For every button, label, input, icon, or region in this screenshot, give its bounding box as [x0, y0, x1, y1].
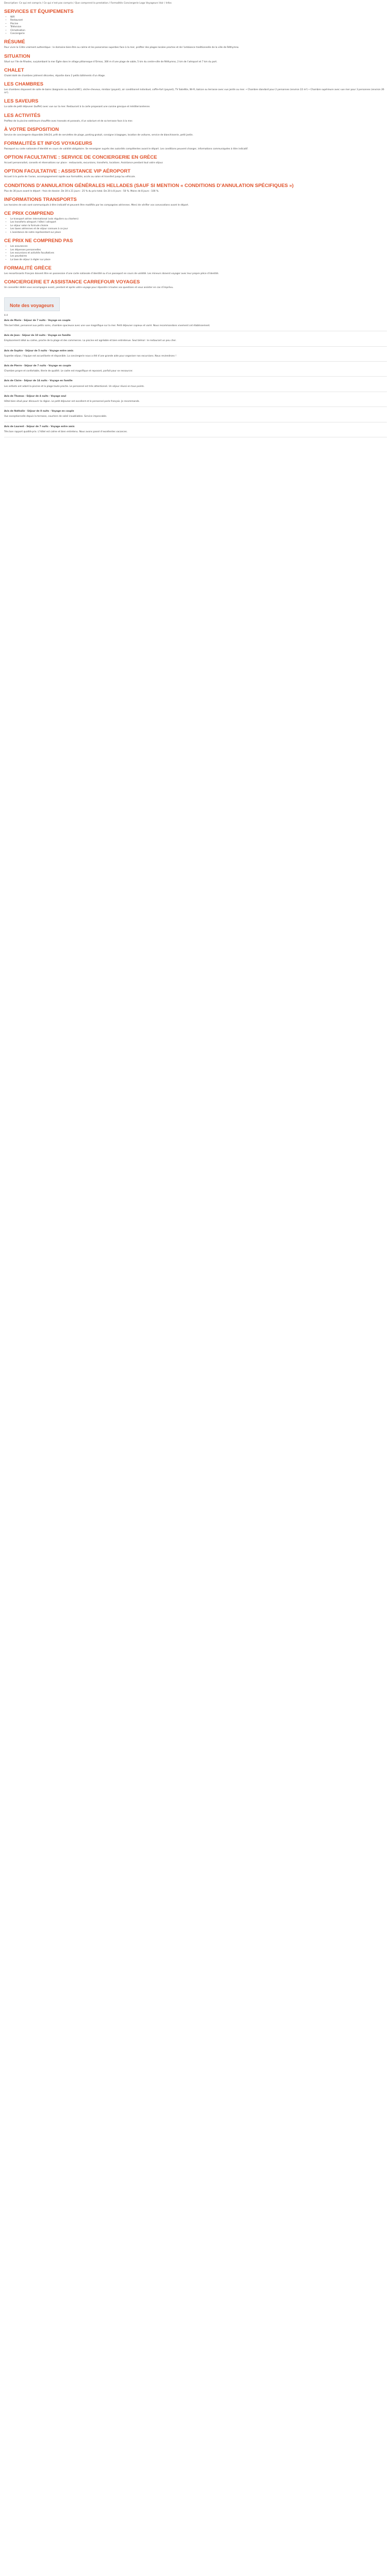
list-item: • Piscine	[10, 23, 387, 26]
list-item: • Les dépenses personnelles	[10, 249, 387, 252]
review-text: Emplacement idéal au calme, proche de la plage et des commerces. La piscine est agréable et bien entretenue. Seul bémol : le restaurant un peu cher.	[4, 340, 176, 343]
review-text: Chambre propre et confortable, literie de qualité. Le cadre est magnifique et reposant, parfait pour se ressourcer.	[4, 370, 133, 373]
section-text: Les ressortissants français doivent être en possession d’une carte nationale d’identité ou d’un passeport en cours de validité. Les mineurs doivent voyager avec leur propre pièce d’identité.	[4, 273, 219, 276]
review-text: Très bon rapport qualité-prix. L’hôtel est calme et bien entretenu. Nous avons passé d’excellentes vacances.	[4, 430, 128, 433]
review-meta: Avis de Thomas · Séjour de 4 nuits · Voyage seul	[4, 395, 67, 398]
reviews-container	[4, 319, 387, 437]
review-text: Superbe séjour, l’équipe est accueillante et disponible. La conciergerie nous a été d’une grande aide pour organiser nos excursions. Nous reviendrons !	[4, 354, 176, 358]
section-title: OPTION FACULTATIVE : SERVICE DE CONCIERGERIE EN GRÈCE	[4, 155, 157, 161]
review-meta: Avis de Laurent · Séjour de 7 nuits · Voyage entre amis	[4, 425, 75, 428]
section-text: Situé sur l’île de Rhodes, surplombant la mer Égée dans le village pittoresque d’Ormos, 300 m d’une plage de sable, 5 km du centre-ville de Réthymno, 2 km de l’aéroport et 7 km du port.	[4, 60, 218, 63]
list-item: • Les excursions et activités facultatives	[10, 252, 387, 255]
review-divider	[4, 361, 387, 362]
section-text: Un conseiller dédié vous accompagne avant, pendant et après votre voyage pour répondre à toutes vos questions et vous assister en cas d’imprévu.	[4, 286, 174, 290]
voyage-header-label: Note des voyageurs	[10, 302, 54, 308]
section-title: SITUATION	[4, 53, 30, 59]
list-item: • Conciergerie	[10, 32, 387, 36]
section-title: LES CHAMBRES	[4, 81, 44, 88]
list-item: • Les taxes aériennes et de séjour connues à ce jour	[10, 228, 387, 231]
review-meta: Avis de Nathalie · Séjour de 8 nuits · Voyage en couple	[4, 410, 74, 413]
reviews-rating: 4.4	[4, 314, 8, 317]
section-text: La salle de petit déjeuner (buffet) avec vue sur la mer. Restaurant à la carte proposant une cuisine grecque et méditerranéenne.	[4, 106, 151, 109]
section-title: INFORMATIONS TRANSPORTS	[4, 196, 77, 202]
section-title: CONCIERGERIE ET ASSISTANCE CARREFOUR VOYAGES	[4, 279, 140, 285]
review-text: Vue exceptionnelle depuis la terrasse, couchers de soleil inoubliables. Service impeccable.	[4, 415, 107, 418]
section-title: SERVICES ET ÉQUIPEMENTS	[4, 9, 74, 14]
section-text: Profitez de la piscine extérieure chauffée avec transats et parasols, d’un solarium et de sa terrasse face à la mer.	[4, 120, 133, 123]
section-title: RÉSUMÉ	[4, 39, 25, 45]
review-divider	[4, 376, 387, 377]
review-divider	[4, 346, 387, 347]
review-meta: Avis de Marie · Séjour de 7 nuits · Voyage en couple	[4, 319, 71, 322]
section-title: CONDITIONS D’ANNULATION GÉNÉRALES HELLADES (SAUF SI MENTION « CONDITIONS D’ANNULATION SPÉCIFIQUES »)	[4, 182, 294, 189]
section-title: OPTION FACULTATIVE : ASSISTANCE VIP AÉROPORT	[4, 168, 131, 175]
section-text: Les horaires de vols sont communiqués à titre indicatif et peuvent être modifiés par les compagnies aériennes. Merci de vérifier vos convocations avant le départ.	[4, 204, 189, 207]
list-item: • Les assurances	[10, 245, 387, 248]
section-text: Chalet doté de chambres joliment décorées, répartie dans 2 petits bâtiments d’un étage.	[4, 74, 106, 77]
section-title: FORMALITÉS ET INFOS VOYAGEURS	[4, 141, 92, 147]
section-list	[10, 218, 387, 234]
list-item: • Restaurant	[10, 19, 387, 22]
section-text: Accueil à la porte de l’avion, accompagnement rapide aux formalités, accès au salon et transfert jusqu’au véhicule.	[4, 176, 136, 179]
review-meta: Avis de Claire · Séjour de 14 nuits · Voyage en famille	[4, 380, 73, 383]
section-text: Pour vivre la Crète vraiment authentique : le domaine bien-être au calme et les panoramas superbes face à la mer, profiter des plages locales proches et de l’ambiance traditionnelle de la ville de Réthymno.	[4, 46, 239, 49]
review-meta: Avis de Pierre · Séjour de 7 nuits · Voyage en couple	[4, 364, 71, 367]
section-list	[10, 16, 387, 36]
section-text: Service de conciergerie disponible 24h/24, prêt de serviettes de plage, parking gratuit, consigne à bagages, location de voitures, service de blanchisserie, petit jardin.	[4, 133, 193, 137]
section-text: Accueil personnalisé, conseils et réservations sur place : restaurants, excursions, transferts, locations. Assistance pendant tout votre séjour.	[4, 162, 164, 165]
review-meta: Avis de Sophie · Séjour de 5 nuits · Voyage entre amis	[4, 349, 74, 352]
list-item: • Les transferts aéroport / hôtel / aéroport	[10, 221, 387, 224]
list-item: • Wifi	[10, 16, 387, 19]
list-item: • Le séjour selon la formule choisie	[10, 225, 387, 228]
section-title: FORMALITÉ GRÈCE	[4, 265, 52, 272]
list-item: • Climatisation	[10, 29, 387, 32]
review-text: Très bel hôtel, personnel aux petits soins, chambre spacieuse avec une vue magnifique sur la mer. Petit déjeuner copieux et varié. Nous recommandons vivement cet établissement.	[4, 324, 210, 327]
review-divider	[4, 406, 387, 407]
section-text: Les chambres disposent de salle de bains (baignoire ou douche/WC), sèche-cheveux, minibar (payant), air conditionné individuel, coffre-fort (payant), TV Satellite, Wi-Fi, balcon ou terrasse avec vue jardin ou mer. • Chambre standard pour 2 personnes (environ 22 m²) • Chambre supérieure avec vue mer pour 3 personnes (environ 26 m²).	[4, 89, 384, 95]
section-title: LES ACTIVITÉS	[4, 112, 41, 118]
section-title: CE PRIX COMPREND	[4, 211, 54, 217]
section-title: LES SAVEURS	[4, 98, 39, 105]
review-text: Hôtel bien situé pour découvrir la région. Le petit déjeuner est excellent et le personnel parle français. Je recommande.	[4, 400, 140, 403]
section-list	[10, 245, 387, 262]
review-meta: Avis de Jean · Séjour de 10 nuits · Voyage en famille	[4, 334, 71, 337]
list-item: • Télévision	[10, 26, 387, 29]
list-item: • Les pourboires	[10, 255, 387, 258]
list-item: • Le transport aérien international (vols réguliers ou charters)	[10, 218, 387, 221]
section-title: CE PRIX NE COMPREND PAS	[4, 238, 73, 244]
voyage-header	[4, 297, 60, 311]
section-title: CHALET	[4, 67, 24, 73]
list-item: • La taxe de séjour à régler sur place	[10, 259, 387, 262]
section-title: À VOTRE DISPOSITION	[4, 126, 59, 132]
list-item: • L’assistance de notre représentant sur place	[10, 231, 387, 234]
review-text: Les enfants ont adoré la piscine et la plage toute proche. Le personnel est très attentionné. Un séjour réussi en tous points.	[4, 385, 145, 388]
sections-container	[4, 9, 387, 290]
section-text: Passeport ou carte nationale d’identité en cours de validité obligatoire. Se renseigner auprès des autorités compétentes avant le départ. Les conditions peuvent changer, informations communiquées à titre indicatif.	[4, 148, 248, 151]
top-note: Description: Ce qui est compris / Ce qui n'est pas compris / Que comprend la prestation / Formalités Conciergerie Logo Voyageurs Voir / Infos	[4, 2, 172, 5]
section-text: Plus de 30 jours avant le départ : frais de dossier. De 30 à 21 jours : 25 % du prix total. De 20 à 8 jours : 50 %. Moins de 8 jours : 100 %.	[4, 190, 159, 193]
